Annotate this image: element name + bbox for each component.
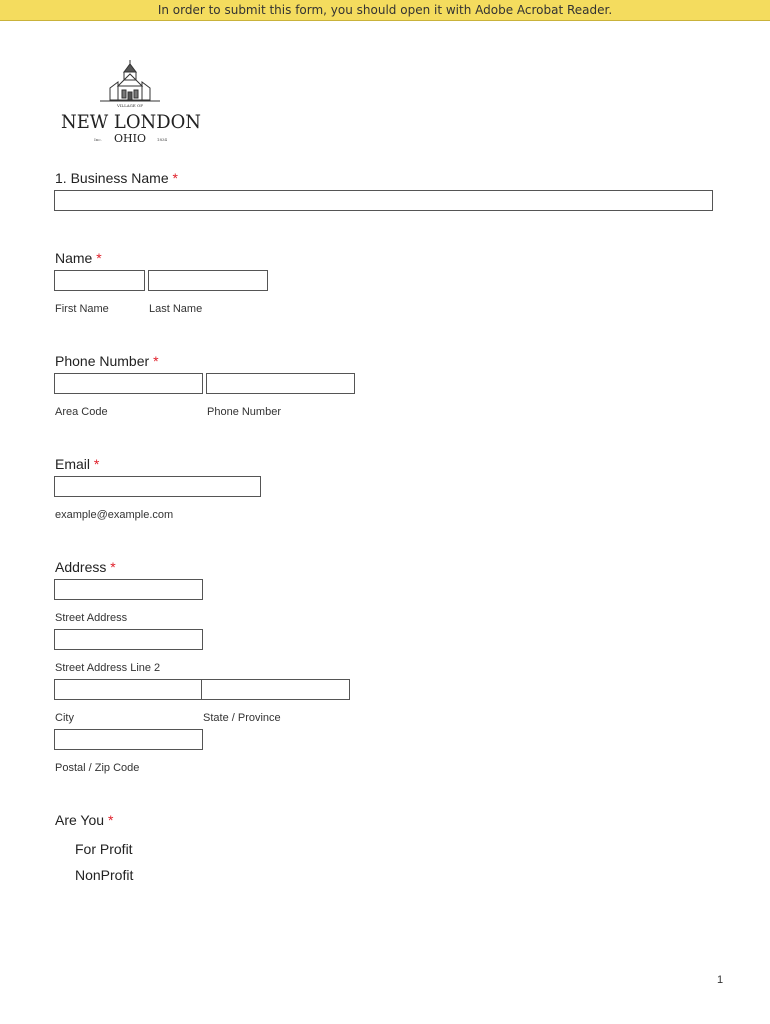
banner-text: In order to submit this form, you should open it with Adobe Acrobat Reader. — [157, 3, 613, 17]
state-province-input[interactable] — [201, 679, 350, 700]
city-caption: City — [55, 712, 74, 724]
svg-text:Inc.: Inc. — [94, 137, 102, 142]
phone-number-caption: Phone Number — [207, 406, 281, 418]
email-label: Email * — [55, 456, 100, 472]
first-name-input[interactable] — [54, 270, 145, 291]
postal-zip-caption: Postal / Zip Code — [55, 762, 140, 774]
svg-text:1834: 1834 — [156, 137, 168, 142]
area-code-caption: Area Code — [55, 406, 108, 418]
email-caption: example@example.com — [55, 509, 174, 521]
postal-zip-input[interactable] — [54, 729, 203, 750]
city-input[interactable] — [54, 679, 203, 700]
required-asterisk: * — [96, 250, 102, 266]
street-address-caption: Street Address — [55, 612, 128, 624]
email-input[interactable] — [54, 476, 261, 497]
business-name-label: 1. Business Name * — [55, 170, 178, 186]
phone-number-input[interactable] — [206, 373, 355, 394]
street-address-line2-caption: Street Address Line 2 — [55, 662, 161, 674]
acrobat-notice-banner — [0, 0, 770, 21]
option-nonprofit[interactable]: NonProfit — [75, 867, 134, 883]
street-address-input[interactable] — [54, 579, 203, 600]
last-name-caption: Last Name — [149, 303, 203, 315]
address-label: Address * — [55, 559, 116, 575]
last-name-input[interactable] — [148, 270, 268, 291]
area-code-input[interactable] — [54, 373, 203, 394]
first-name-caption: First Name — [55, 303, 109, 315]
business-name-input[interactable] — [54, 190, 713, 211]
svg-text:OHIO: OHIO — [114, 132, 146, 145]
required-asterisk: * — [172, 170, 178, 186]
required-asterisk: * — [93, 456, 100, 472]
required-asterisk: * — [110, 559, 116, 575]
svg-text:VILLAGE OF: VILLAGE OF — [116, 103, 144, 108]
svg-text:NEW LONDON: NEW LONDON — [61, 111, 201, 133]
new-london-logo — [60, 58, 202, 150]
are-you-label: Are You * — [55, 812, 114, 828]
street-address-line2-input[interactable] — [54, 629, 203, 650]
state-province-caption: State / Province — [203, 712, 281, 724]
page-number: 1 — [717, 974, 724, 986]
name-label: Name * — [55, 250, 102, 266]
required-asterisk: * — [107, 812, 114, 828]
option-for-profit[interactable]: For Profit — [75, 841, 133, 857]
village-hall-icon — [60, 58, 202, 150]
phone-label: Phone Number * — [55, 353, 159, 369]
required-asterisk: * — [153, 353, 159, 369]
